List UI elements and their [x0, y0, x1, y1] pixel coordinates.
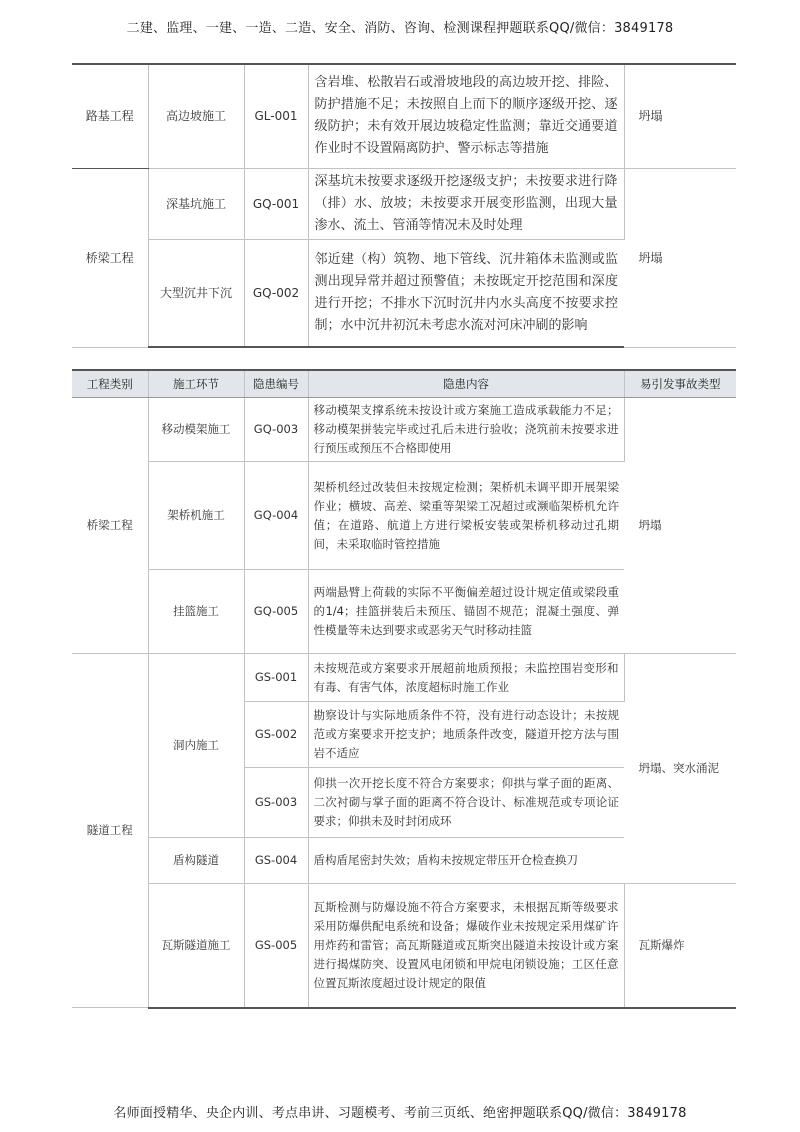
header-content: 隐患内容 — [308, 370, 624, 398]
table-header-row — [72, 370, 736, 398]
hazard-table-continued — [72, 63, 736, 348]
content-cell: 含岩堆、松散岩石或滑坡地段的高边坡开挖、排险、防护措施不足；未按照自上而下的顺序逐级开挖、逐级防护；未有效开展边坡稳定性监测；靠近交通要道作业时不设置隔离防护、警示标志等措施 — [308, 64, 624, 168]
header-category: 工程类别 — [72, 370, 148, 398]
code-cell: GQ-005 — [244, 570, 308, 654]
stage-cell: 大型沉井下沉 — [148, 239, 244, 347]
stage-cell: 洞内施工 — [148, 654, 244, 838]
content-cell: 深基坑未按要求逐级开挖逐级支护；未按要求进行降（排）水、放坡；未按要求开展变形监测，出现大量渗水、流土、管涌等情况未及时处理 — [308, 168, 624, 239]
table-row — [72, 654, 736, 702]
table-row — [72, 168, 736, 239]
code-cell: GS-002 — [244, 702, 308, 768]
code-cell: GS-004 — [244, 838, 308, 884]
content-cell: 移动模架支撑系统未按设计或方案施工造成承载能力不足；移动模架拼装完毕或过孔后未进行验收；浇筑前未按要求进行预压或预压不合格即使用 — [308, 398, 624, 462]
header-code: 隐患编号 — [244, 370, 308, 398]
content-cell: 架桥机经过改装但未按规定检测；架桥机未调平即开展架梁作业；横坡、高差、梁重等架梁工况超过或濒临架桥机允许值；在道路、航道上方进行梁板安装或架桥机移动过孔期间，未采取临时管控措施 — [308, 462, 624, 570]
code-cell: GS-005 — [244, 884, 308, 1008]
accident-cell: 坍塌 — [624, 168, 736, 347]
content-cell: 两端悬臂上荷载的实际不平衡偏差超过设计规定值或梁段重的1/4；挂篮拼装后未预压、锚固不规范；混凝土强度、弹性模量等未达到要求或恶劣天气时移动挂篮 — [308, 570, 624, 654]
table-row — [72, 398, 736, 462]
code-cell: GL-001 — [244, 64, 308, 168]
stage-cell: 高边坡施工 — [148, 64, 244, 168]
content-cell: 盾构盾尾密封失效；盾构未按规定带压开仓检查换刀 — [308, 838, 624, 884]
hazard-table — [72, 369, 736, 1009]
accident-cell: 坍塌 — [624, 64, 736, 168]
accident-cell: 坍塌、突水涌泥 — [624, 654, 736, 884]
table-row — [72, 884, 736, 1008]
category-cell: 桥梁工程 — [72, 168, 148, 347]
header-banner: 二建、监理、一建、一造、二造、安全、消防、咨询、检测课程押题联系QQ/微信：3849178 — [126, 21, 674, 36]
header-accident: 易引发事故类型 — [624, 370, 736, 398]
content-cell: 仰拱一次开挖长度不符合方案要求；仰拱与掌子面的距离、二次衬砌与掌子面的距离不符合设计、标准规范或专项论证要求；仰拱未及时封闭成环 — [308, 768, 624, 838]
code-cell: GQ-003 — [244, 398, 308, 462]
content-cell: 邻近建（构）筑物、地下管线、沉井箱体未监测或监测出现异常并超过预警值；未按既定开挖范围和深度进行开挖；不排水下沉时沉井内水头高度不按要求控制；水中沉井初沉未考虑水流对河床冲刷的影响 — [308, 239, 624, 347]
category-cell: 隧道工程 — [72, 654, 148, 1008]
accident-cell: 坍塌 — [624, 398, 736, 654]
stage-cell: 深基坑施工 — [148, 168, 244, 239]
stage-cell: 瓦斯隧道施工 — [148, 884, 244, 1008]
category-cell: 路基工程 — [72, 64, 148, 168]
code-cell: GS-003 — [244, 768, 308, 838]
stage-cell: 架桥机施工 — [148, 462, 244, 570]
content-cell: 勘察设计与实际地质条件不符，没有进行动态设计；未按规范或方案要求开挖支护；地质条件改变，隧道开挖方法与围岩不适应 — [308, 702, 624, 768]
accident-cell: 瓦斯爆炸 — [624, 884, 736, 1008]
header-stage: 施工环节 — [148, 370, 244, 398]
code-cell: GQ-004 — [244, 462, 308, 570]
content-cell: 未按规范或方案要求开展超前地质预报；未监控围岩变形和有毒、有害气体，浓度超标时施工作业 — [308, 654, 624, 702]
category-cell: 桥梁工程 — [72, 398, 148, 654]
table-row — [72, 64, 736, 168]
stage-cell: 挂篮施工 — [148, 570, 244, 654]
footer-banner: 名师面授精华、央企内训、考点串讲、习题模考、考前三页纸、绝密押题联系QQ/微信：3849178 — [113, 1106, 687, 1121]
content-cell: 瓦斯检测与防爆设施不符合方案要求，未根据瓦斯等级要求采用防爆供配电系统和设备；爆破作业未按规定采用煤矿许用炸药和雷管；高瓦斯隧道或瓦斯突出隧道未按设计或方案进行揭煤防突、设置风电闭锁和甲烷电闭锁设施；工区任意位置瓦斯浓度超过设计规定的限值 — [308, 884, 624, 1008]
code-cell: GQ-001 — [244, 168, 308, 239]
stage-cell: 盾构隧道 — [148, 838, 244, 884]
code-cell: GS-001 — [244, 654, 308, 702]
stage-cell: 移动模架施工 — [148, 398, 244, 462]
code-cell: GQ-002 — [244, 239, 308, 347]
